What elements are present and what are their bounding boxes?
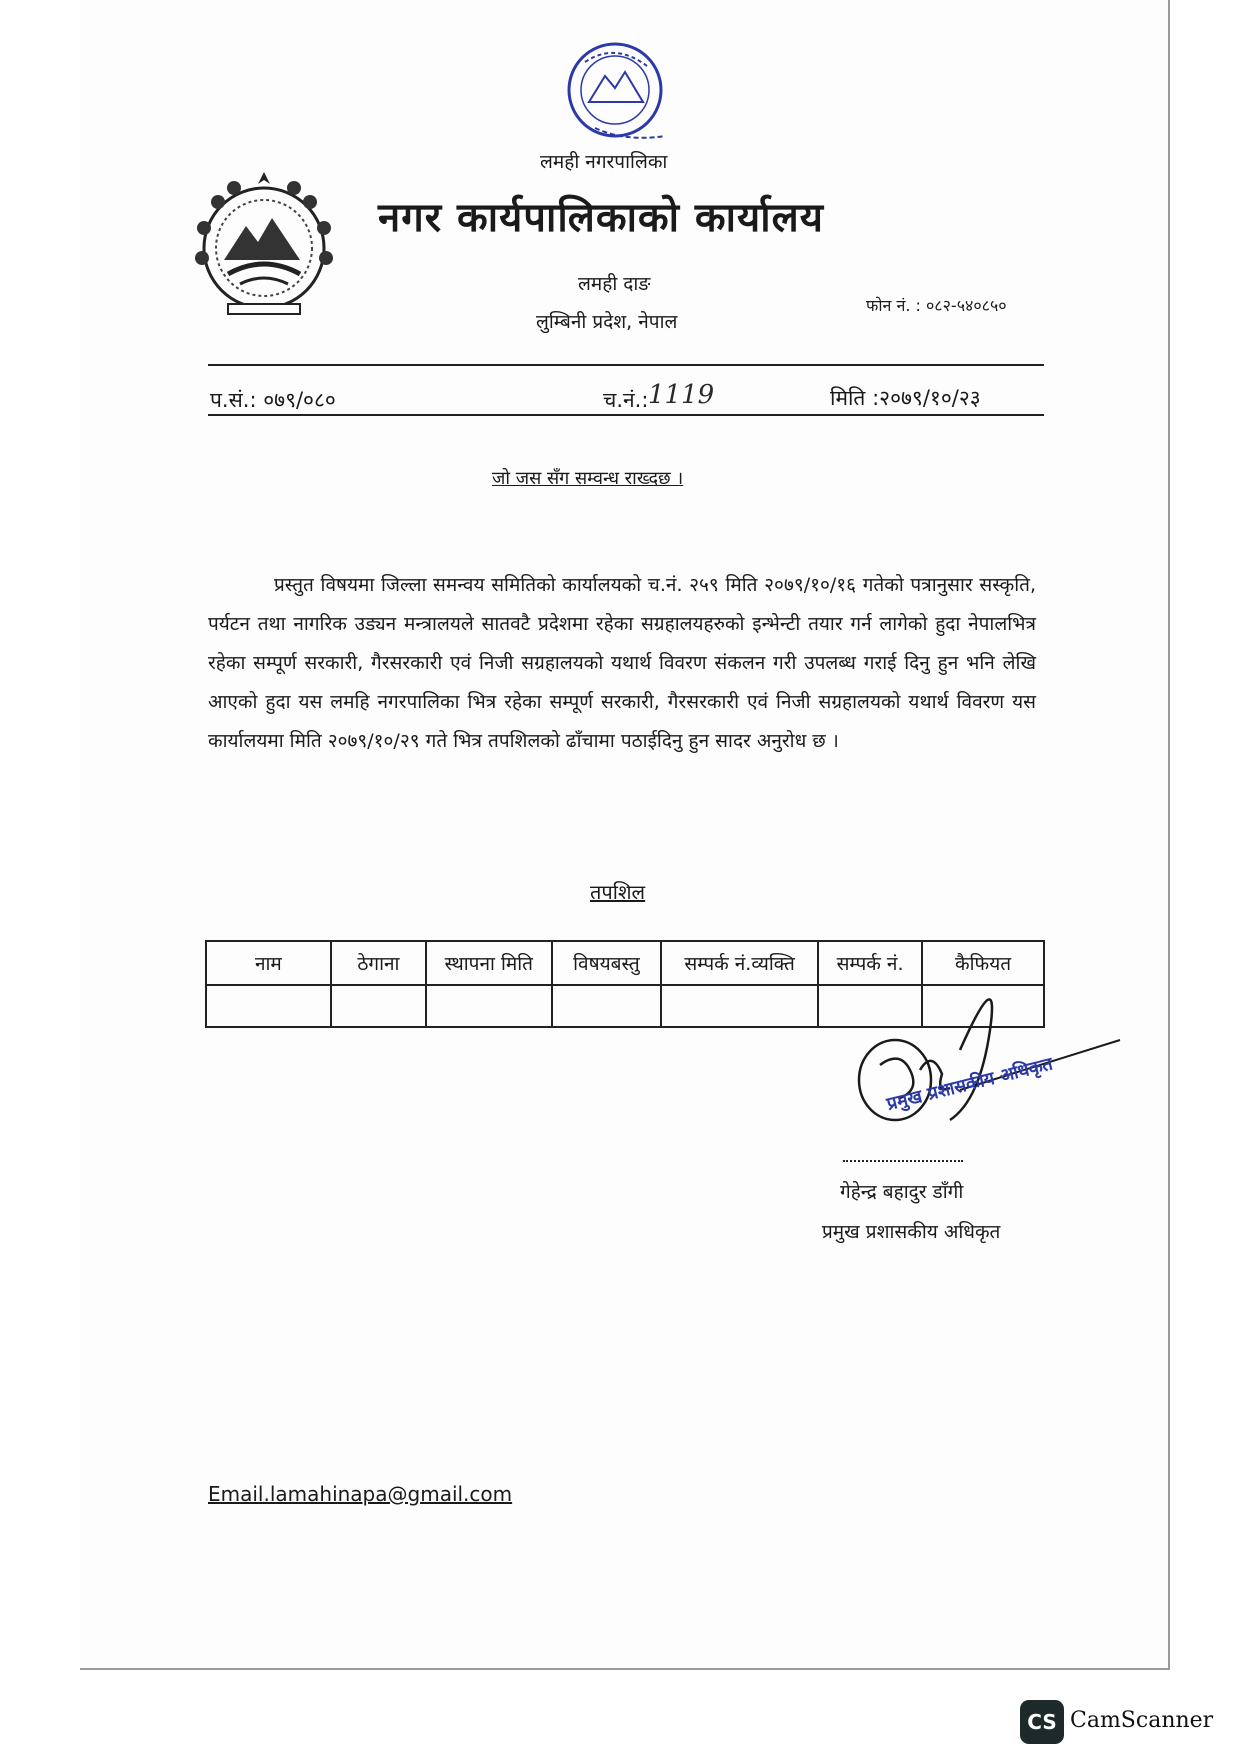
- address-province: लुम्बिनी प्रदेश, नेपाल: [536, 311, 678, 333]
- camscanner-watermark: CamScanner: [1070, 1708, 1214, 1733]
- contact-email: Email.lamahinapa@gmail.com: [208, 1482, 513, 1506]
- letter-subject: जो जस सँग सम्वन्ध राख्दछ ।: [492, 468, 684, 489]
- header-divider-top: [208, 364, 1044, 366]
- table-cell: [426, 985, 552, 1027]
- reference-number: प.सं.: ०७९/०८०: [210, 388, 336, 412]
- column-header: ठेगाना: [331, 941, 426, 985]
- dispatch-number-handwritten: 1119: [648, 380, 715, 410]
- phone-number: फोन नं. : ०८२-५४०८५०: [866, 296, 1007, 315]
- table-cell: [331, 985, 426, 1027]
- header-divider-bottom: [208, 414, 1044, 416]
- column-header: विषयबस्तु: [552, 941, 662, 985]
- stamp-municipality-name: लमही नगरपालिका: [540, 151, 668, 173]
- table-title: तपशिल: [590, 880, 646, 904]
- table-cell: [552, 985, 662, 1027]
- dispatch-number-label: च.नं.:: [603, 388, 649, 412]
- letter-body: प्रस्तुत विषयमा जिल्ला समन्वय समितिको कार्यालयको च.नं. २५९ मिति २०७९/१०/१६ गतेको पत्रानुसार सस्कृति, पर्यटन तथा नागरिक उड्यन मन्त्रालयले सातवटै प्रदेशमा रहेका सग्रहालयहरुको इन्भेन्टी तयार गर्न लागेको हुदा नेपालभित्र रहेका सम्पूर्ण सरकारी, गैरसरकारी एवं निजी सग्रहालयको यथार्थ विवरण संकलन गरी उपलब्ध गराई दिनु हुन भनि लेखि आएको हुदा यस लमहि नगरपालिका भित्र रहेका सम्पूर्ण सरकारी, गैरसरकारी एवं निजी सग्रहालयको यथार्थ विवरण यस कार्यालयमा मिति २०७९/१०/२९ गते भित्र तपशिलको ढाँचामा पठाईदिनु हुन सादर अनुरोध छ ।: [208, 574, 1036, 752]
- handwritten-signature: [840, 970, 1120, 1150]
- office-title: नगर कार्यपालिकाको कार्यालय: [378, 195, 824, 241]
- signature-line: [843, 1160, 963, 1162]
- column-header: कैफियत: [922, 941, 1044, 985]
- signer-name: गेहेन्द्र बहादुर डाँगी: [840, 1181, 964, 1203]
- column-header: नाम: [206, 941, 331, 985]
- camscanner-logo: CS: [1020, 1700, 1064, 1744]
- signature-stamp-text: प्रमुख प्रशासकीय अधिकृत: [884, 1053, 1055, 1116]
- letter-date: मिति :२०७९/१०/२३: [830, 386, 981, 410]
- table-cell: [661, 985, 818, 1027]
- column-header: सम्पर्क नं.व्यक्ति: [661, 941, 818, 985]
- column-header: स्थापना मिति: [426, 941, 552, 985]
- table-cell: [206, 985, 331, 1027]
- column-header: सम्पर्क नं.: [818, 941, 922, 985]
- signer-title: प्रमुख प्रशासकीय अधिकृत: [822, 1221, 1001, 1243]
- address-city: लमही दाङ: [578, 273, 651, 295]
- nepal-emblem-logo: [188, 168, 340, 320]
